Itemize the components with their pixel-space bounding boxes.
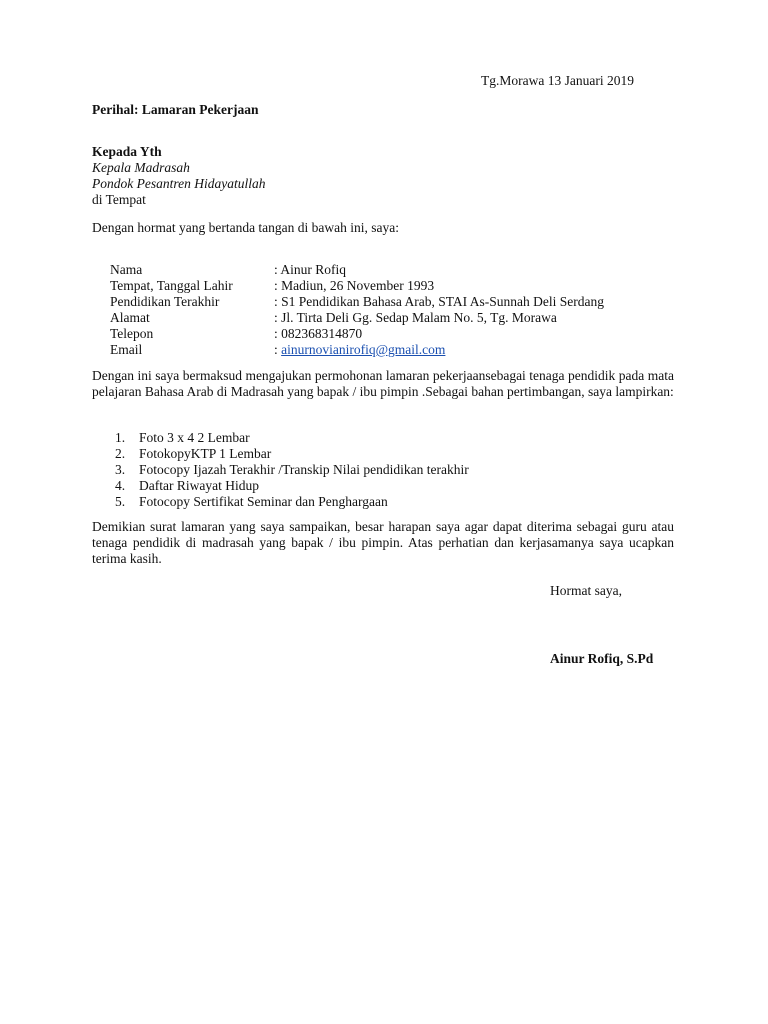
identity-label: Nama [110,262,143,277]
identity-label: Tempat, Tanggal Lahir [110,278,233,293]
closing-salutation: Hormat saya, [550,583,622,598]
list-item-number: 4. [115,478,126,493]
letter-subject: Perihal: Lamaran Pekerjaan [92,102,259,117]
identity-value: : Madiun, 26 November 1993 [274,278,435,293]
letter-date: Tg.Morawa 13 Januari 2019 [481,73,634,88]
email-link[interactable]: ainurnovianirofiq@gmail.com [281,342,446,357]
list-item-text: Fotocopy Ijazah Terakhir /Transkip Nilai pendidikan terakhir [139,462,469,477]
list-item-number: 5. [115,494,126,509]
identity-value: : S1 Pendidikan Bahasa Arab, STAI As-Sunnah Deli Serdang [274,294,605,309]
list-item-text: Foto 3 x 4 2 Lembar [139,430,250,445]
recipient-institution: Pondok Pesantren Hidayatullah [92,176,266,191]
signer-name: Ainur Rofiq, S.Pd [550,651,654,666]
list-item-number: 1. [115,430,126,445]
opening-line: Dengan hormat yang bertanda tangan di bawah ini, saya: [92,220,400,235]
identity-label: Alamat [110,310,150,325]
recipient-block [92,144,265,208]
identity-value: : 082368314870 [274,326,363,341]
identity-label: Telepon [110,326,154,341]
recipient-salutation: Kepada Yth [92,144,162,159]
list-item-number: 3. [115,462,126,477]
recipient-location: di Tempat [92,192,146,207]
identity-label: Pendidikan Terakhir [110,294,220,309]
closing-paragraph: Demikian surat lamaran yang saya sampaikan, besar harapan saya agar dapat diterima sebagai guru atau tenaga pendidik di madrasah yang bapak / ibu pimpin. Atas perhatian dan kerjasamanya saya ucapkan terima kasih. [92,519,674,566]
identity-value: : Ainur Rofiq [274,262,347,277]
email-prefix: : [274,342,282,357]
list-item-text: Fotocopy Sertifikat Seminar dan Penghargaan [139,494,388,509]
intent-paragraph: Dengan ini saya bermaksud mengajukan permohonan lamaran pekerjaansebagai tenaga pendidik pada mata pelajaran Bahasa Arab di Madrasah yang bapak / ibu pimpin .Sebagai bahan pertimbangan, saya lampirkan: [92,368,674,399]
identity-label: Email [110,342,143,357]
identity-value [274,342,445,358]
list-item-number: 2. [115,446,126,461]
identity-value: : Jl. Tirta Deli Gg. Sedap Malam No. 5, Tg. Morawa [274,310,557,325]
list-item-text: FotokopyKTP 1 Lembar [139,446,272,461]
list-item-text: Daftar Riwayat Hidup [139,478,259,493]
recipient-title: Kepala Madrasah [92,160,190,175]
